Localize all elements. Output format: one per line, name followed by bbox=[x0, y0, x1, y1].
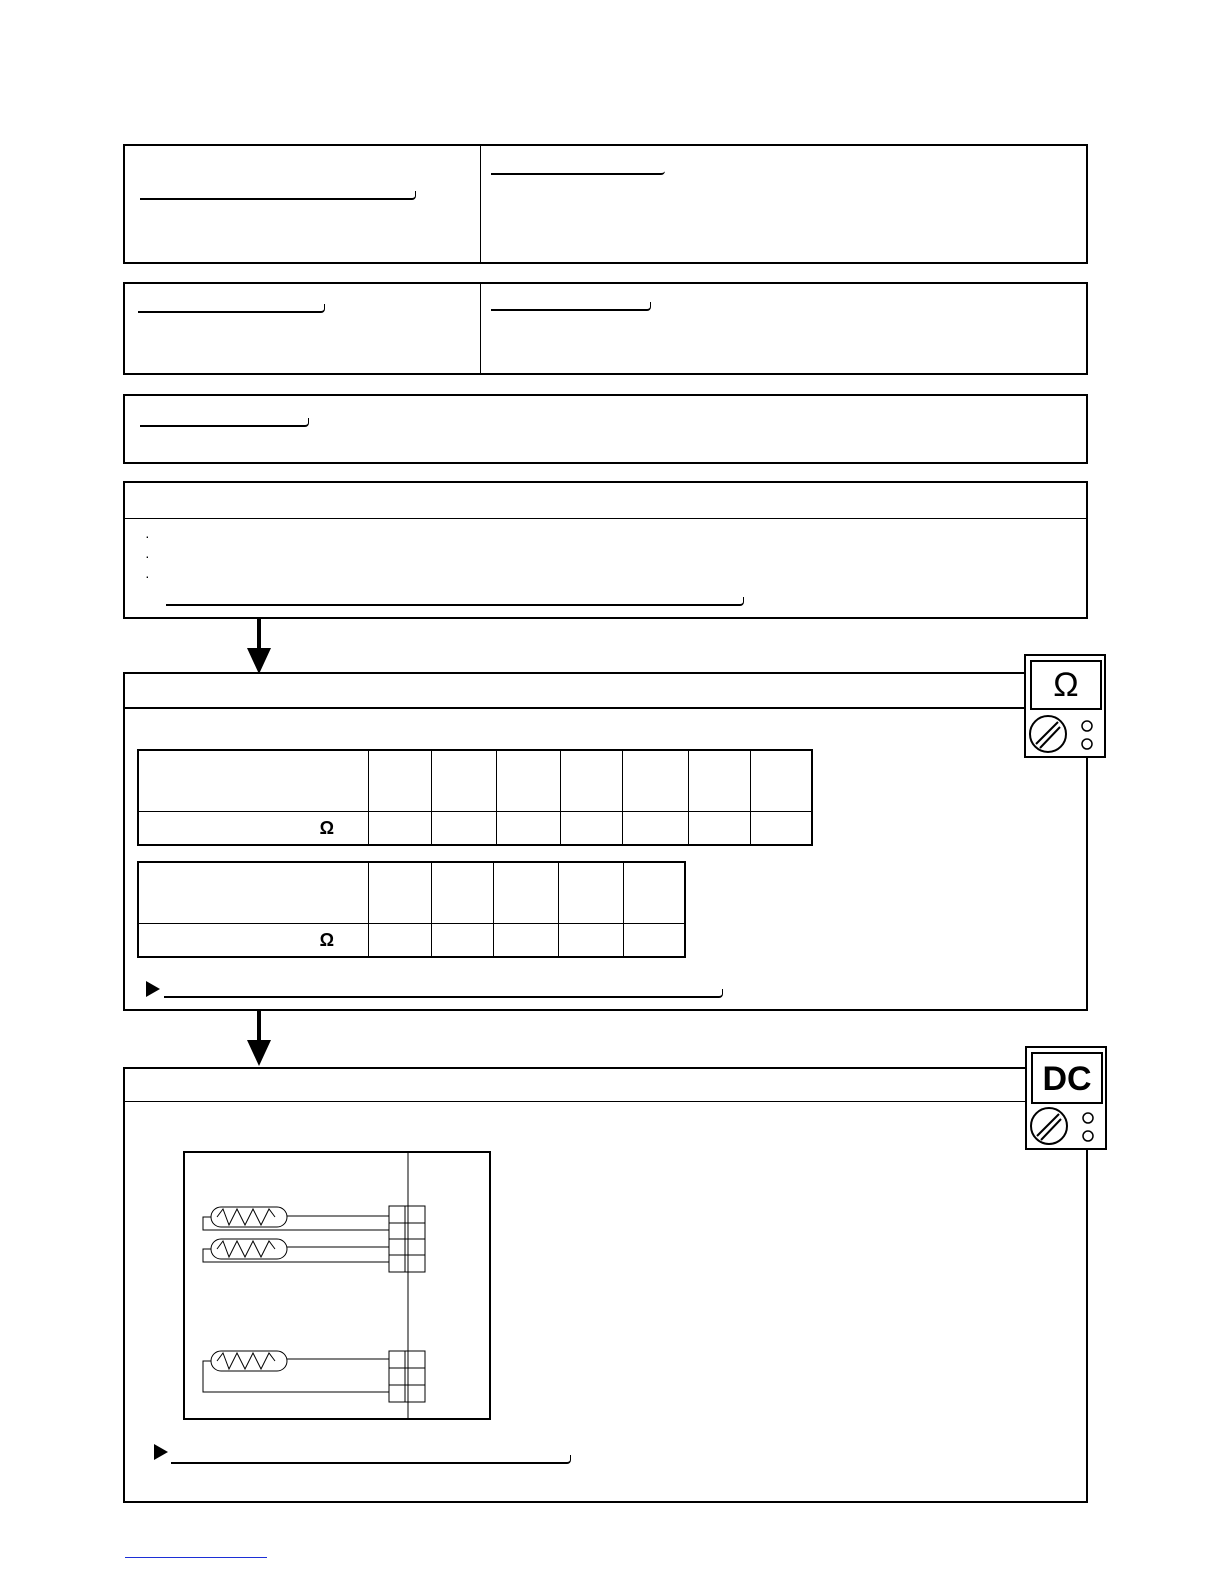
footer-link-line[interactable] bbox=[125, 1557, 267, 1558]
header-divider bbox=[125, 707, 1030, 709]
ohmmeter-icon bbox=[1024, 654, 1106, 758]
info-box-1 bbox=[123, 144, 1088, 264]
meter-dial-icon bbox=[1026, 714, 1104, 758]
down-arrow-icon bbox=[257, 1011, 261, 1041]
dc-voltmeter-icon bbox=[1025, 1046, 1107, 1150]
meter-display: Ω bbox=[1030, 660, 1102, 710]
pointer-triangle-icon bbox=[154, 1444, 168, 1460]
underline-blank bbox=[166, 597, 744, 606]
meter-display: DC bbox=[1031, 1052, 1103, 1104]
pointer-triangle-icon bbox=[146, 981, 160, 997]
header-divider bbox=[125, 1101, 1030, 1102]
divider bbox=[480, 146, 481, 262]
info-box-2 bbox=[123, 282, 1088, 375]
down-arrow-icon bbox=[257, 619, 261, 649]
checklist-box bbox=[123, 481, 1088, 619]
header-divider bbox=[125, 518, 1086, 519]
ohm-unit-label: Ω bbox=[319, 929, 334, 950]
down-arrow-head bbox=[247, 648, 271, 674]
underline-blank bbox=[171, 1455, 571, 1464]
bullet: · bbox=[145, 528, 150, 544]
ohm-unit-label: Ω bbox=[319, 817, 334, 838]
underline-blank bbox=[138, 304, 325, 313]
underline-blank bbox=[140, 191, 416, 200]
info-box-3 bbox=[123, 394, 1088, 464]
resistance-table-2 bbox=[137, 861, 686, 958]
down-arrow-head bbox=[247, 1040, 271, 1066]
resistance-check-box bbox=[123, 672, 1088, 1011]
voltage-check-box bbox=[123, 1067, 1088, 1503]
divider bbox=[480, 284, 481, 373]
bullet: · bbox=[145, 548, 150, 564]
meter-dial-icon bbox=[1027, 1106, 1105, 1150]
underline-blank bbox=[164, 989, 723, 998]
underline-blank bbox=[491, 166, 665, 175]
underline-blank bbox=[140, 418, 309, 427]
resistance-table-1 bbox=[137, 749, 813, 846]
underline-blank bbox=[491, 302, 651, 311]
sensor-wiring-diagram bbox=[183, 1151, 495, 1423]
bullet: · bbox=[145, 568, 150, 584]
